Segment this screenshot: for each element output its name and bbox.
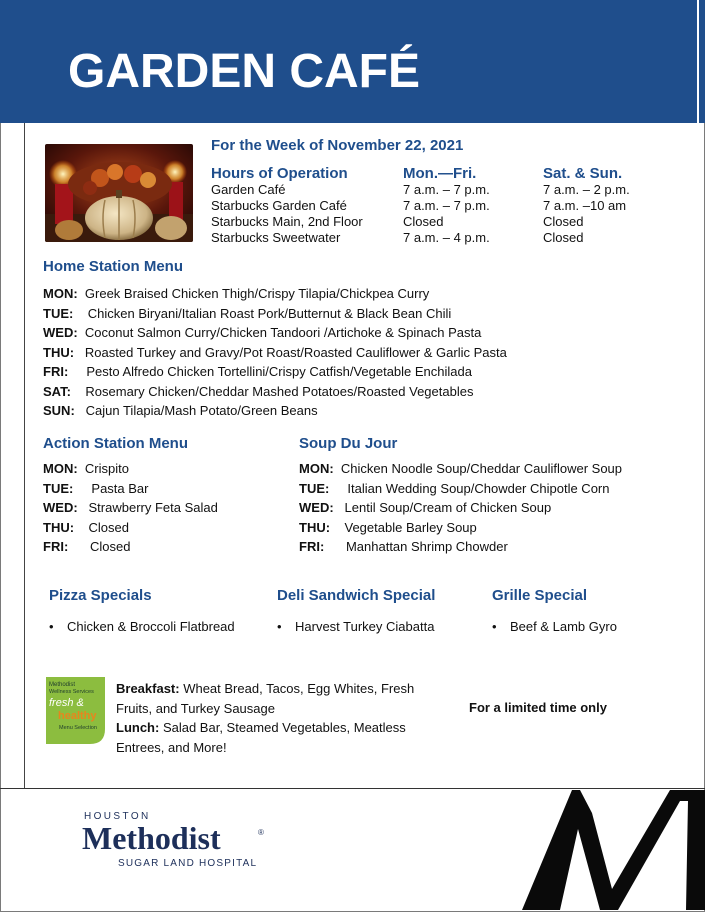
fresh-healthy-description [116, 679, 426, 757]
fresh-healthy-logo [46, 677, 105, 744]
day-label: TUE: [299, 480, 330, 496]
logo-line2: Wellness Services [49, 689, 94, 695]
menu-text: Rosemary Chicken/Cheddar Mashed Potatoes/Roasted Vegetables [85, 383, 474, 399]
menu-row [43, 284, 507, 304]
menu-text: Chicken Noodle Soup/Cheddar Cauliflower Soup [340, 461, 623, 476]
breakfast-text: Wheat Bread, Tacos, Egg Whites, Fresh Fruits, and Turkey Sausage [116, 681, 415, 716]
deli-special-item [277, 619, 434, 634]
menu-text: Pasta Bar [91, 480, 149, 496]
lunch-label: Lunch: [116, 720, 160, 735]
day-label: THU: [43, 344, 75, 360]
weekend-hours-heading: Sat. & Sun. [543, 165, 623, 182]
soup-heading: Soup Du Jour [299, 435, 398, 452]
bullet: • [277, 619, 282, 634]
menu-row [299, 479, 622, 499]
special-text: Chicken & Broccoli Flatbread [67, 619, 235, 634]
hours-weekend-value: 7 a.m. – 2 p.m. [543, 182, 630, 197]
day-label: THU: [43, 519, 75, 535]
menu-row [299, 459, 622, 479]
menu-text: Crispito [84, 461, 129, 476]
menu-text: Closed [88, 519, 129, 535]
hours-weekday-column [403, 182, 490, 246]
day-label: WED: [43, 500, 78, 516]
day-label: MON: [43, 286, 78, 301]
menu-text: Cajun Tilapia/Mash Potato/Green Beans [85, 403, 318, 418]
big-m-mark [520, 789, 705, 912]
menu-row [299, 537, 622, 557]
menu-row [43, 382, 507, 402]
special-text: Harvest Turkey Ciabatta [295, 619, 435, 634]
hours-weekday-value: 7 a.m. – 4 p.m. [403, 230, 490, 245]
day-label: FRI: [299, 539, 325, 555]
menu-text: Closed [89, 539, 131, 555]
week-of-heading: For the Week of November 22, 2021 [211, 137, 464, 154]
hours-location: Starbucks Main, 2nd Floor [211, 214, 363, 229]
menu-text: Manhattan Shrimp Chowder [345, 539, 508, 555]
menu-text: Pesto Alfredo Chicken Tortellini/Crispy Catfish/Vegetable Enchilada [86, 364, 472, 379]
pizza-specials-heading: Pizza Specials [49, 587, 152, 604]
hours-weekday-value: 7 a.m. – 7 p.m. [403, 182, 490, 197]
hours-location: Garden Café [211, 182, 286, 197]
autumn-photo [45, 144, 193, 242]
grille-special-heading: Grille Special [492, 587, 588, 604]
pizza-special-item [49, 619, 235, 634]
limited-time-note: For a limited time only [469, 700, 607, 715]
day-label: TUE: [43, 480, 74, 496]
menu-text: Lentil Soup/Cream of Chicken Soup [344, 500, 552, 516]
logo-bottom-text: SUGAR LAND HOSPITAL [118, 858, 258, 869]
logo-line1: Methodist [49, 682, 76, 688]
grille-special-item [492, 619, 617, 634]
hours-weekend-column [543, 182, 630, 246]
special-text: Beef & Lamb Gyro [510, 619, 617, 634]
hours-weekend-value: Closed [543, 230, 584, 245]
menu-row [43, 498, 218, 518]
day-label: SAT: [43, 383, 71, 399]
hours-weekday-value: 7 a.m. – 7 p.m. [403, 198, 490, 213]
menu-text: Strawberry Feta Salad [88, 500, 218, 516]
hours-location: Starbucks Garden Café [211, 198, 347, 213]
methodist-logo [82, 808, 272, 870]
logo-sub: Menu Selection [59, 725, 97, 731]
menu-text: Roasted Turkey and Gravy/Pot Roast/Roasted Cauliflower & Garlic Pasta [84, 344, 507, 360]
hours-location-column [211, 182, 363, 246]
bullet: • [492, 619, 497, 634]
logo-healthy: healthy [58, 710, 97, 722]
menu-text: Italian Wedding Soup/Chowder Chipotle Corn [347, 480, 610, 496]
trademark-symbol: ® [258, 828, 264, 837]
logo-fresh: fresh & [49, 697, 84, 709]
page-title: GARDEN CAFÉ [68, 45, 421, 98]
menu-text: Chicken Biryani/Italian Roast Pork/Butternut & Black Bean Chili [87, 305, 452, 321]
home-station-list [43, 284, 507, 421]
day-label: FRI: [43, 364, 69, 379]
soup-list [299, 459, 622, 557]
day-label: MON: [299, 461, 334, 476]
menu-row [299, 518, 622, 538]
bullet: • [49, 619, 54, 634]
hours-heading: Hours of Operation [211, 165, 348, 182]
lunch-line [116, 718, 426, 757]
home-station-heading: Home Station Menu [43, 258, 184, 275]
day-label: WED: [43, 325, 78, 340]
lunch-text: Salad Bar, Steamed Vegetables, Meatless Entrees, and More! [116, 720, 406, 755]
action-station-heading: Action Station Menu [43, 435, 188, 452]
menu-row [43, 343, 507, 363]
hours-location: Starbucks Sweetwater [211, 230, 341, 245]
deli-special-heading: Deli Sandwich Special [277, 587, 436, 604]
menu-row [43, 537, 218, 557]
day-label: THU: [299, 519, 331, 535]
weekday-hours-heading: Mon.—Fri. [403, 165, 477, 182]
menu-row [43, 401, 507, 421]
day-label: MON: [43, 461, 78, 476]
action-station-list [43, 459, 218, 557]
day-label: SUN: [43, 403, 75, 418]
menu-row [43, 518, 218, 538]
menu-text: Greek Braised Chicken Thigh/Crispy Tilapia/Chickpea Curry [84, 286, 430, 301]
menu-text: Coconut Salmon Curry/Chicken Tandoori /Artichoke & Spinach Pasta [84, 325, 482, 340]
menu-row [299, 498, 622, 518]
menu-text: Vegetable Barley Soup [344, 519, 477, 535]
menu-row [43, 459, 218, 479]
hours-weekend-value: Closed [543, 214, 584, 229]
menu-row [43, 304, 507, 324]
day-label: FRI: [43, 539, 69, 555]
header-divider [697, 0, 699, 123]
left-divider [24, 123, 25, 789]
menu-row [43, 479, 218, 499]
day-label: TUE: [43, 305, 74, 321]
menu-row [43, 362, 507, 382]
breakfast-label: Breakfast: [116, 681, 180, 696]
day-label: WED: [299, 500, 334, 516]
logo-top-text: HOUSTON [84, 811, 151, 822]
hours-weekend-value: 7 a.m. –10 am [543, 198, 627, 213]
menu-row [43, 323, 507, 343]
logo-main-text: Methodist [82, 820, 221, 856]
hours-weekday-value: Closed [403, 214, 444, 229]
breakfast-line [116, 679, 426, 718]
